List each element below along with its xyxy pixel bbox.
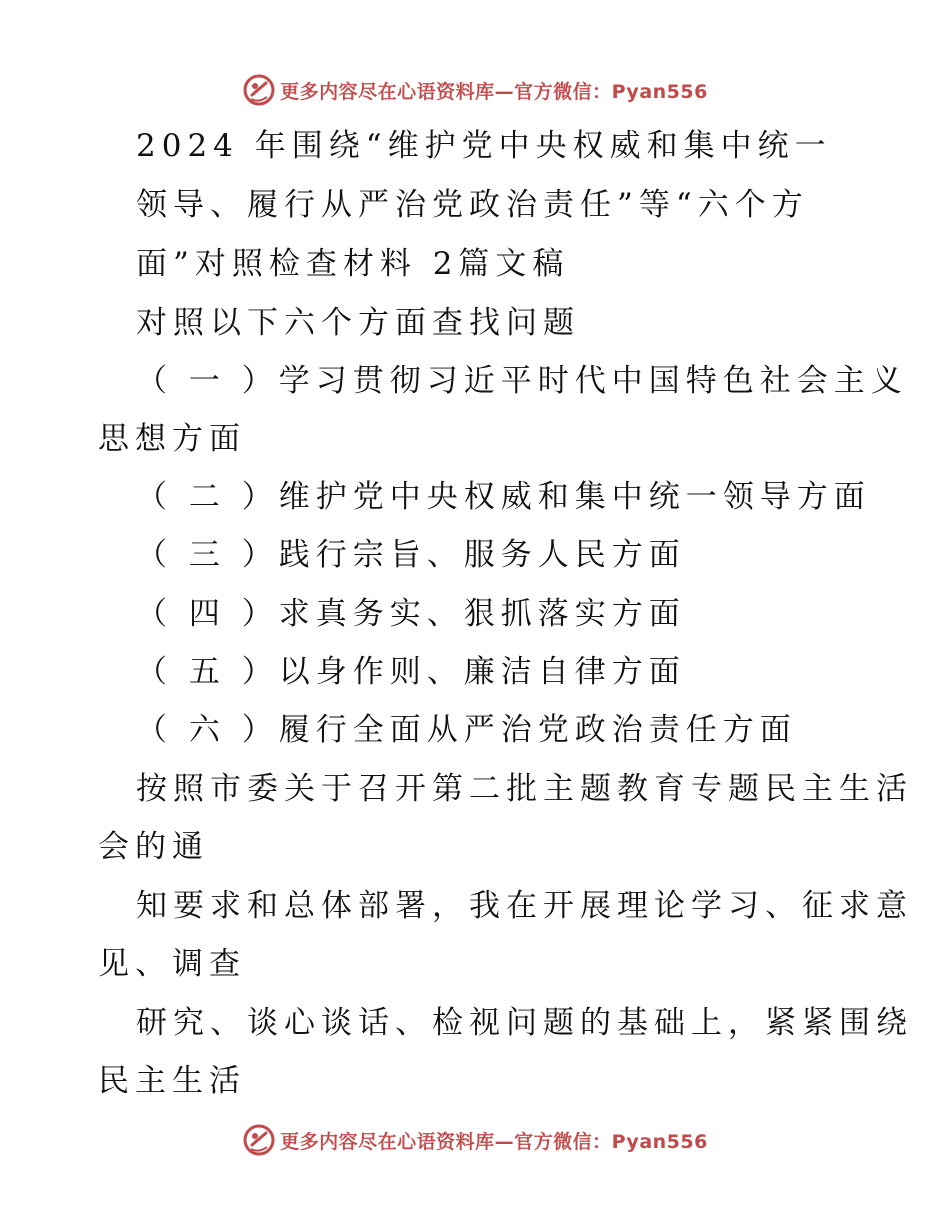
item-1-line-2: 思想方面 xyxy=(98,421,246,457)
footer-watermark xyxy=(0,1120,950,1160)
paragraph-1-line-1: 按照市委关于召开第二批主题教育专题民主生活 xyxy=(136,771,913,807)
item-2: （ 二 ）维护党中央权威和集中统一领导方面 xyxy=(136,479,871,515)
paragraph-1-line-2: 会的通 xyxy=(98,829,209,865)
paragraph-3-line-1: 研究、谈心谈话、检视问题的基础上，紧紧围绕 xyxy=(136,1005,913,1041)
title-line-1: 2024 年围绕“维护党中央权威和集中统一 xyxy=(136,128,832,164)
item-6: （ 六 ）履行全面从严治党政治责任方面 xyxy=(136,712,797,748)
paragraph-2-line-2: 见、调查 xyxy=(98,946,246,982)
seal-logo-icon xyxy=(242,1123,276,1157)
item-5: （ 五 ）以身作则、廉洁自律方面 xyxy=(136,654,686,690)
paragraph-2-line-1: 知要求和总体部署，我在开展理论学习、征求意 xyxy=(136,888,913,924)
item-4: （ 四 ）求真务实、狠抓落实方面 xyxy=(136,596,686,632)
item-3: （ 三 ）践行宗旨、服务人民方面 xyxy=(136,537,686,573)
title-line-3: 面”对照检查材料 2篇文稿 xyxy=(136,246,570,282)
intro-line: 对照以下六个方面查找问题 xyxy=(136,305,580,341)
title-line-2: 领导、履行从严治党政治责任”等“六个方 xyxy=(136,187,809,223)
watermark-text: 更多内容尽在心语资料库—官方微信：Pyan556 xyxy=(280,1130,708,1153)
watermark-text: 更多内容尽在心语资料库—官方微信：Pyan556 xyxy=(280,80,708,103)
paragraph-3-line-2: 民主生活 xyxy=(98,1063,246,1099)
item-1-line-1: （ 一 ）学习贯彻习近平时代中国特色社会主义 xyxy=(136,363,908,399)
